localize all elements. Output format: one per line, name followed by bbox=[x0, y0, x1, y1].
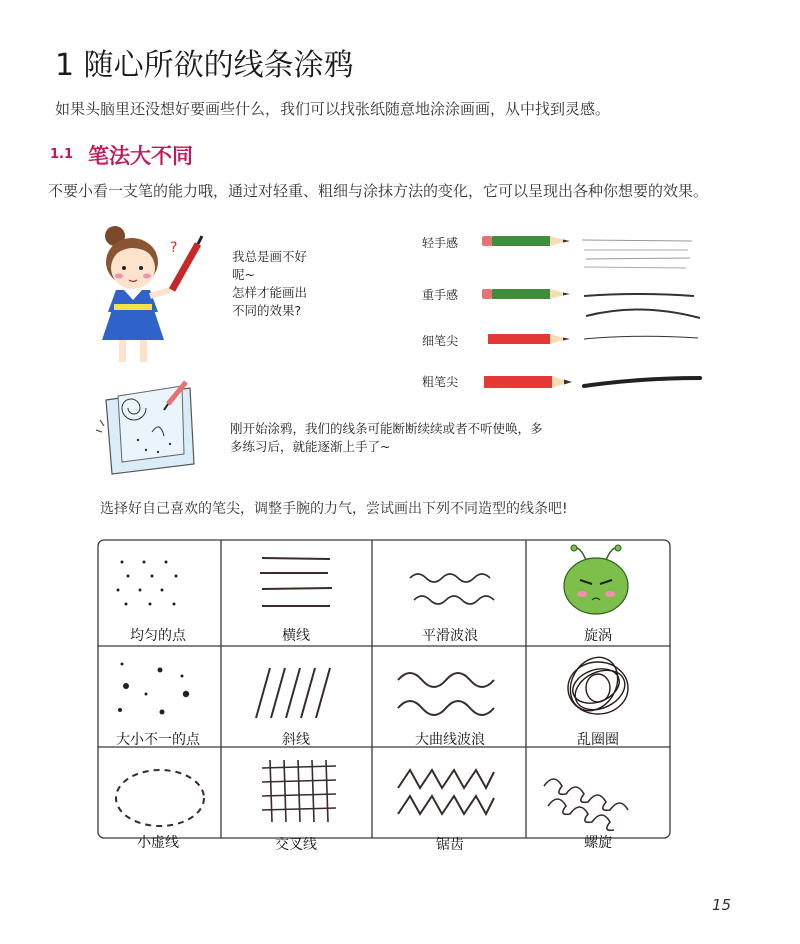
intro-text: 如果头脑里还没想好要画些什么，我们可以找张纸随意地涂涂画画，从中找到灵感。 bbox=[55, 100, 611, 118]
cell-label: 大曲线波浪 bbox=[415, 732, 485, 748]
drawing-even-dots bbox=[117, 561, 178, 606]
speech-line: 不同的效果? bbox=[232, 303, 302, 318]
cell-label: 锯齿 bbox=[436, 837, 464, 853]
drawing-smooth-waves bbox=[410, 574, 494, 604]
cell-label: 螺旋 bbox=[584, 835, 612, 851]
drawing-scribble-circle bbox=[561, 649, 631, 719]
pencil-label-light: 轻手感 bbox=[422, 236, 459, 250]
pencil-fine bbox=[488, 334, 698, 344]
cell-label: 乱圈圈 bbox=[577, 732, 619, 748]
pencil-heavy bbox=[482, 289, 700, 318]
cell-label: 斜线 bbox=[282, 732, 310, 748]
cell-label: 小虚线 bbox=[137, 835, 179, 851]
drawing-varied-dots bbox=[118, 663, 189, 715]
drawing-spiral bbox=[544, 779, 628, 830]
drawing-diagonal-lines bbox=[256, 668, 330, 718]
cell-label: 大小不一的点 bbox=[116, 732, 200, 748]
drawing-swirl-character bbox=[564, 545, 628, 614]
pencil-label-thick: 粗笔尖 bbox=[422, 375, 459, 389]
caption-line: 多练习后，就能逐渐上手了~ bbox=[230, 439, 391, 454]
exercise-instruction: 选择好自己喜欢的笔尖，调整手腕的力气，尝试画出下列不同造型的线条吧! bbox=[100, 501, 568, 517]
drawing-big-waves bbox=[398, 673, 494, 715]
drawing-dashed-circle bbox=[116, 770, 204, 826]
speech-line: 怎样才能画出 bbox=[232, 285, 308, 300]
pencil-light bbox=[482, 236, 692, 268]
illustration-caption bbox=[230, 420, 610, 456]
cell-label: 横线 bbox=[282, 628, 310, 644]
caption-line: 刚开始涂鸦，我们的线条可能断断续续或者不听使唤，多 bbox=[230, 421, 543, 436]
section-title: 笔法大不同 bbox=[88, 144, 193, 168]
section-description: 不要小看一支笔的能力哦，通过对轻重、粗细与涂抹方法的变化，它可以呈现出各种你想要的效果。 bbox=[48, 182, 709, 200]
drawing-horizontal-lines bbox=[260, 558, 332, 606]
girl-illustration bbox=[102, 226, 202, 362]
svg-text:?: ? bbox=[184, 257, 191, 271]
cell-label: 均匀的点 bbox=[130, 628, 186, 644]
pencil-label-heavy: 重手感 bbox=[422, 288, 459, 302]
page-number: 15 bbox=[712, 896, 732, 914]
pencil-label-fine: 细笔尖 bbox=[422, 334, 459, 348]
speech-bubble-text bbox=[232, 248, 332, 320]
section-number: 1.1 bbox=[50, 147, 74, 162]
paper-illustration bbox=[96, 382, 194, 474]
drawing-zigzag bbox=[398, 770, 494, 814]
svg-text:?: ? bbox=[170, 240, 178, 256]
pencil-thick bbox=[484, 376, 700, 388]
speech-line: 呢~ bbox=[232, 267, 255, 282]
cell-label: 旋涡 bbox=[584, 628, 612, 644]
cell-label: 交叉线 bbox=[275, 837, 317, 853]
page-title: 1 随心所欲的线条涂鸦 bbox=[55, 48, 354, 83]
drawing-cross-lines bbox=[262, 760, 336, 822]
speech-line: 我总是画不好 bbox=[232, 249, 308, 264]
cell-label: 平滑波浪 bbox=[422, 628, 478, 644]
